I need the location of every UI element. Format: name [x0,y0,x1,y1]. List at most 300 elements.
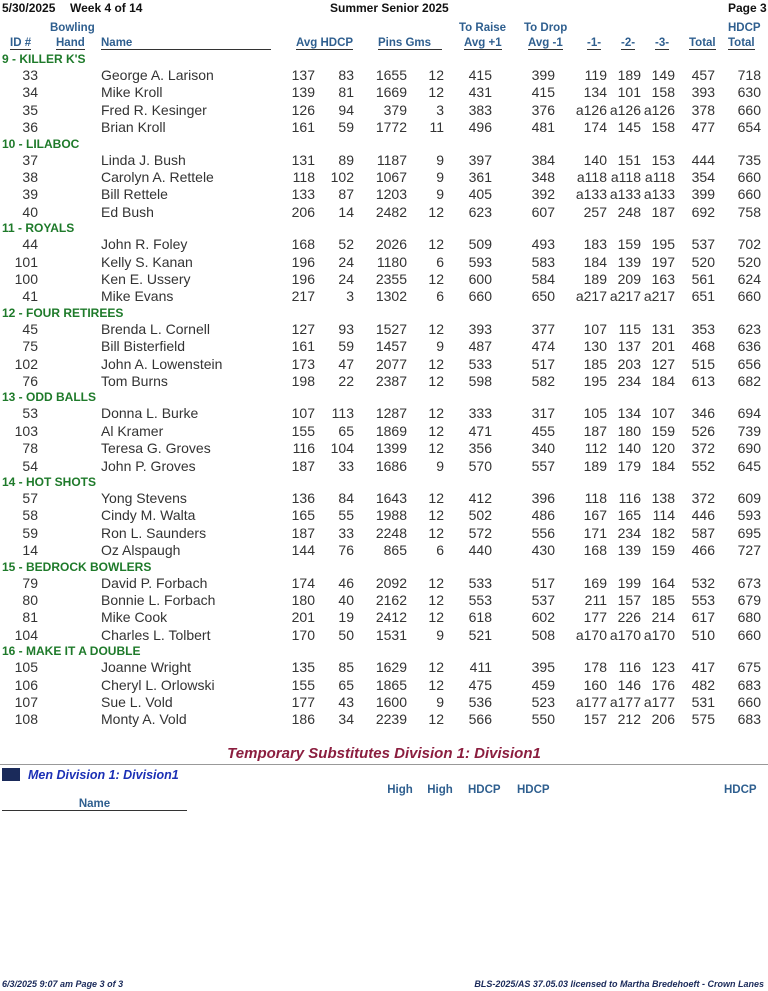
bowler-pins: 2092 [375,574,407,591]
bowler-total: 444 [691,151,715,168]
bowler-g1: a118 [576,169,607,185]
divider [0,764,768,765]
bowler-avg: 196 [291,253,315,270]
bowler-htotal: 683 [737,676,761,693]
bowler-drop: 455 [531,422,555,439]
bowler-hdcp: 50 [338,626,354,643]
bowler-gms: 12 [428,271,444,287]
bowler-g2: 139 [617,542,641,559]
bowler-htotal: 624 [737,271,761,287]
bowler-htotal: 520 [737,253,761,270]
bowler-hdcp: 65 [338,676,354,693]
bowler-pins: 1527 [375,320,407,337]
bowler-g2: 137 [617,338,641,355]
bowler-htotal: 623 [737,320,761,337]
bowler-g2: 212 [617,711,641,728]
bowler-g3: a177 [643,694,675,710]
bowler-name: Al Kramer [101,422,164,439]
bowler-pins: 2026 [375,236,407,253]
bowler-row [0,405,768,422]
bowler-htotal: 680 [737,609,761,626]
bowler-g2: 134 [617,405,641,422]
bowler-gms: 3 [436,101,444,118]
bowler-htotal: 702 [737,236,761,253]
bowler-drop: 396 [531,490,555,506]
bowler-htotal: 660 [737,101,761,118]
bowler-avg: 174 [291,574,315,591]
bowler-drop: 493 [531,236,555,253]
bowler-g2: 157 [617,592,641,608]
bowler-name: Ken E. Ussery [101,271,191,287]
bowler-drop: 556 [531,524,555,541]
bowler-row [0,271,768,288]
bowler-id: 54 [22,457,38,474]
bowler-name: Monty A. Vold [101,711,187,728]
bowler-drop: 650 [531,288,555,305]
bowler-name: Mike Kroll [101,84,163,101]
bowler-drop: 317 [531,405,555,422]
bowler-g1: 195 [583,373,607,389]
bowler-pins: 1531 [375,626,407,643]
bowler-drop: 340 [531,440,555,457]
bowler-row [0,659,768,676]
bowler-row [0,458,768,475]
bowler-name: Fred R. Kesinger [101,101,207,118]
bowler-pins: 2412 [375,609,407,626]
bowler-g3: a118 [644,169,675,185]
bowler-raise: 618 [468,609,492,626]
bowler-g2: 101 [617,84,641,101]
bowler-total: 353 [691,320,715,337]
bowler-total: 561 [691,271,715,287]
bowler-g1: 118 [584,490,607,506]
bowler-hdcp: 40 [338,592,354,608]
bowler-avg: 155 [291,676,315,693]
bowler-drop: 607 [531,203,555,220]
bowler-raise: 598 [468,373,492,389]
bowler-avg: 135 [291,659,315,676]
bowler-g1: 107 [583,320,607,337]
bowler-id: 36 [22,119,38,136]
bowler-avg: 133 [291,186,315,203]
bowler-g2: 139 [617,253,641,270]
bowler-pins: 1600 [375,694,407,710]
bowler-g2: 116 [618,659,641,676]
bowler-drop: 517 [531,355,555,372]
bowler-g1: 174 [583,119,607,136]
bowler-pins: 2355 [375,271,407,287]
bowler-pins: 1180 [376,253,407,270]
bowler-gms: 12 [428,320,444,337]
bowler-raise: 600 [468,271,492,287]
bowler-htotal: 735 [737,151,761,168]
bowler-g1: 119 [584,67,607,83]
bowler-g3: 201 [651,338,675,355]
bowler-raise: 566 [468,711,492,728]
bowler-total: 531 [691,694,715,710]
bowler-total: 515 [691,355,715,372]
bowler-htotal: 660 [737,626,761,643]
bowler-avg: 187 [291,457,315,474]
col-avg-plus-1: Avg +1 [464,37,502,49]
bowler-total: 417 [691,659,715,676]
bowler-hdcp: 81 [338,84,354,101]
bowler-total: 532 [691,574,715,591]
bowler-g3: a133 [643,186,675,203]
bowler-total: 378 [691,101,715,118]
bowler-avg: 161 [291,119,315,136]
bowler-raise: 411 [469,659,492,676]
bowler-hdcp: 3 [346,288,354,305]
bowler-drop: 508 [531,626,555,643]
bowler-row [0,592,768,609]
bowler-drop: 517 [531,574,555,591]
bowler-avg: 131 [291,151,315,168]
bowler-avg: 187 [291,524,315,541]
bowler-name: Bonnie L. Forbach [101,592,216,608]
bowler-htotal: 660 [737,694,761,710]
bowler-drop: 395 [531,659,555,676]
col-total: Total [689,37,716,49]
bowler-g3: 138 [651,490,675,506]
bowler-row [0,627,768,644]
bowler-row [0,356,768,373]
bowler-row [0,373,768,390]
bowler-raise: 570 [468,457,492,474]
bowler-g1: 211 [584,592,607,608]
bowler-id: 33 [22,67,38,83]
bowler-avg: 107 [291,405,315,422]
bowler-drop: 584 [531,271,555,287]
bowler-raise: 553 [468,592,492,608]
bowler-g3: 158 [651,119,675,136]
bowler-hdcp: 59 [338,119,354,136]
col-hdcp-total-top: HDCP [724,784,757,796]
bowler-g1: 257 [583,203,607,220]
bowler-total: 537 [691,236,715,253]
bowler-total: 457 [691,67,715,83]
team-header: 14 - HOT SHOTS [2,475,97,489]
bowler-gms: 12 [428,422,444,439]
bowler-g2: 140 [617,440,641,457]
bowler-drop: 583 [531,253,555,270]
bowler-hdcp: 14 [338,203,354,220]
bowler-name: Mike Evans [101,288,174,305]
bowler-g1: 157 [583,711,607,728]
bowler-g1: 183 [583,236,607,253]
bowler-id: 101 [14,253,38,270]
bowler-drop: 582 [531,373,555,389]
bowler-id: 75 [22,338,38,355]
bowler-gms: 12 [428,203,444,220]
bowler-gms: 9 [436,169,444,185]
col-hdcp-game-top: HDCP [468,784,501,796]
bowler-id: 35 [22,101,38,118]
bowler-g1: 189 [583,271,607,287]
bowler-pins: 1629 [375,659,407,676]
bowler-name: Ed Bush [101,203,154,220]
bowler-htotal: 593 [737,507,761,524]
bowler-g1: 187 [583,422,607,439]
bowler-name: Kelly S. Kanan [101,253,193,270]
bowler-g3: a217 [643,288,675,305]
bowler-hdcp: 85 [338,659,354,676]
bowler-g2: a170 [609,626,641,643]
bowler-gms: 12 [428,659,444,676]
bowler-gms: 12 [428,592,444,608]
bowler-name: Bill Rettele [101,186,168,203]
bowler-total: 482 [691,676,715,693]
bowler-pins: 1772 [375,119,407,136]
men-icon [2,768,20,781]
bowler-raise: 471 [468,422,492,439]
bowler-g2: 226 [617,609,641,626]
bowler-htotal: 718 [737,67,761,83]
bowler-g3: 184 [651,373,675,389]
bowler-drop: 415 [531,84,555,101]
team-header: 16 - MAKE IT A DOUBLE [2,644,141,659]
bowler-total: 477 [691,119,715,136]
bowler-avg: 118 [292,169,315,185]
bowler-row [0,169,768,186]
bowler-g2: 209 [617,271,641,287]
bowler-htotal: 660 [737,186,761,203]
bowler-drop: 602 [531,609,555,626]
bowler-hdcp: 94 [338,101,354,118]
bowler-id: 105 [14,659,38,676]
bowler-row [0,186,768,203]
bowler-total: 651 [691,288,715,305]
bowler-g2: 159 [617,236,641,253]
bowler-gms: 9 [436,626,444,643]
bowler-name: Donna L. Burke [101,405,199,422]
bowler-pins: 1399 [375,440,407,457]
bowler-row [0,102,768,119]
bowler-g1: a126 [575,101,607,118]
bowler-id: 38 [22,169,38,185]
col-game-2: -2- [621,37,636,49]
bowler-pins: 2162 [375,592,407,608]
bowler-id: 57 [22,490,38,506]
bowler-avg: 139 [291,84,315,101]
bowler-drop: 537 [531,592,555,608]
bowler-id: 106 [14,676,38,693]
bowler-pins: 1669 [375,84,407,101]
bowler-id: 102 [14,355,38,372]
bowler-row [0,236,768,253]
bowler-raise: 521 [468,626,492,643]
bowler-total: 526 [691,422,715,439]
bowler-name: Cheryl L. Orlowski [101,676,215,693]
bowler-gms: 12 [428,507,444,524]
bowler-g2: 234 [617,373,641,389]
bowler-hdcp: 43 [338,694,354,710]
bowler-avg: 161 [291,338,315,355]
bowler-avg: 177 [291,694,315,710]
col-id: ID # [10,37,32,49]
bowler-drop: 377 [531,320,555,337]
bowler-gms: 12 [428,490,444,506]
bowler-name: Charles L. Tolbert [101,626,211,643]
bowler-raise: 356 [468,440,492,457]
bowler-g1: a177 [575,694,607,710]
bowler-hdcp: 55 [338,507,354,524]
bowler-drop: 486 [531,507,555,524]
bowler-g2: 248 [617,203,641,220]
bowler-gms: 12 [428,524,444,541]
bowler-g2: a126 [609,101,641,118]
bowler-avg: 144 [291,542,315,559]
bowler-gms: 6 [436,542,444,559]
bowler-pins: 1067 [375,169,407,185]
col-hdcp-sers-top: HDCP [517,784,550,796]
bowler-avg: 173 [291,355,315,372]
bowler-row [0,542,768,559]
bowler-g2: 116 [618,490,641,506]
bowler-total: 553 [691,592,715,608]
bowler-row [0,440,768,457]
bowler-raise: 536 [468,694,492,710]
bowler-g1: 177 [583,609,607,626]
bowler-total: 613 [691,373,715,389]
bowler-hdcp: 22 [338,373,354,389]
bowler-total: 468 [691,338,715,355]
bowler-avg: 165 [291,507,315,524]
page-label: Page 3 [728,1,767,15]
bowler-hdcp: 93 [338,320,354,337]
bowler-hdcp: 34 [338,711,354,728]
bowler-total: 354 [691,169,715,185]
bowler-gms: 12 [428,405,444,422]
bowler-name: Brenda L. Cornell [101,320,210,337]
bowler-pins: 1203 [375,186,407,203]
bowler-g3: 176 [651,676,675,693]
bowler-avg: 136 [291,490,315,506]
bowler-row [0,423,768,440]
bowler-g2: a177 [609,694,641,710]
bowler-hdcp: 19 [338,609,354,626]
bowler-g3: 131 [651,320,675,337]
bowler-raise: 361 [468,169,492,185]
bowler-gms: 6 [436,288,444,305]
bowler-g2: a133 [609,186,641,203]
bowler-total: 587 [691,524,715,541]
bowler-row [0,609,768,626]
bowler-avg: 196 [291,271,315,287]
bowler-id: 104 [14,626,38,643]
bowler-g1: 105 [583,405,607,422]
bowler-hdcp: 84 [338,490,354,506]
bowler-g3: 164 [651,574,675,591]
bowler-pins: 1457 [375,338,407,355]
bowler-g1: 160 [583,676,607,693]
bowler-avg: 186 [291,711,315,728]
bowler-row [0,711,768,728]
bowler-name: David P. Forbach [101,574,208,591]
bowler-avg: 116 [292,440,315,457]
report-date: 5/30/2025 [2,1,56,15]
bowler-row [0,321,768,338]
bowler-g3: 195 [651,236,675,253]
bowler-raise: 397 [468,151,492,168]
bowler-total: 399 [691,186,715,203]
bowler-gms: 12 [428,355,444,372]
bowler-id: 41 [22,288,38,305]
bowler-htotal: 727 [737,542,761,559]
bowler-g3: 123 [651,659,675,676]
bowler-g3: 163 [651,271,675,287]
col-name: Name [101,37,271,50]
bowler-name: John P. Groves [101,457,196,474]
bowler-id: 107 [14,694,38,710]
bowler-name: Cindy M. Walta [101,507,196,524]
bowler-htotal: 645 [737,457,761,474]
bowler-id: 39 [22,186,38,203]
bowler-pins: 1287 [375,405,407,422]
bowler-htotal: 660 [737,169,761,185]
col-hdcp-total: Total [728,37,755,49]
bowler-g1: 112 [584,440,607,457]
bowler-raise: 660 [468,288,492,305]
col-avg-minus-1: Avg -1 [528,37,563,49]
bowler-drop: 430 [531,542,555,559]
bowler-gms: 12 [428,711,444,728]
bowler-name: Teresa G. Groves [101,440,211,457]
bowler-avg: 170 [291,626,315,643]
col-high-sers-top: High [427,784,453,796]
bowler-g3: a170 [643,626,675,643]
bowler-gms: 12 [428,574,444,591]
team-header: 15 - BEDROCK BOWLERS [2,559,152,574]
bowler-htotal: 683 [737,711,761,728]
col-to-drop: To Drop [524,22,568,34]
bowler-g1: a217 [575,288,607,305]
bowler-name: Yong Stevens [101,490,187,506]
bowler-htotal: 609 [737,490,761,506]
bowler-pins: 2482 [375,203,407,220]
bowler-id: 40 [22,203,38,220]
bowler-htotal: 695 [737,524,761,541]
bowler-pins: 2239 [375,711,407,728]
bowler-hdcp: 47 [338,355,354,372]
bowler-avg: 137 [291,67,315,83]
bowler-g1: 140 [583,151,607,168]
bowler-id: 45 [22,320,38,337]
col-hdcp: HDCP [728,22,761,34]
bowler-g1: 169 [583,574,607,591]
bowler-htotal: 636 [737,338,761,355]
bowler-g2: a217 [609,288,641,305]
bowler-id: 108 [14,711,38,728]
bowler-total: 510 [691,626,715,643]
bowler-htotal: 694 [737,405,761,422]
bowler-row [0,575,768,592]
bowler-gms: 12 [428,236,444,253]
bowler-g2: 189 [617,67,641,83]
bowler-drop: 523 [531,694,555,710]
team-header: 9 - KILLER K'S [2,52,86,66]
bowler-row [0,67,768,84]
bowler-avg: 201 [291,609,315,626]
bowler-raise: 475 [468,676,492,693]
bowler-drop: 459 [531,676,555,693]
bowler-avg: 206 [291,203,315,220]
bowler-total: 617 [691,609,715,626]
bowler-name: John A. Lowenstein [101,355,223,372]
team-header: 12 - FOUR RETIREES [2,305,124,320]
bowler-g3: 158 [651,84,675,101]
bowler-htotal: 679 [737,592,761,608]
